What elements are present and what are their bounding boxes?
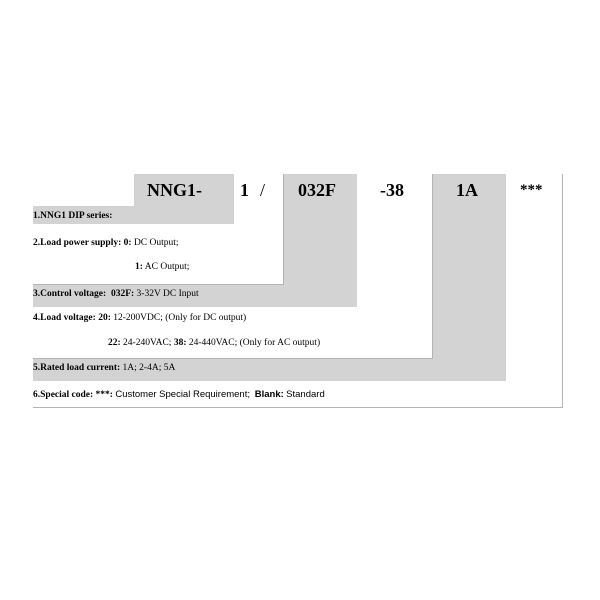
- row-1-label: 1.NNG1 DIP series:: [33, 211, 113, 221]
- header-38: -38: [380, 180, 404, 200]
- row-3-label: 3.Control voltage:: [33, 289, 107, 299]
- row-4b: [108, 337, 320, 349]
- row-4-key-22: 22:: [108, 338, 121, 348]
- row-3-value: 3-32V DC Input: [136, 289, 199, 299]
- row-2-key-0: 0:: [123, 238, 132, 248]
- row-4-value-38: 24-440VAC; (Only for AC output): [188, 338, 321, 348]
- row-4-key-20: 20:: [98, 313, 111, 323]
- row-6-key: ***:: [95, 390, 113, 400]
- header-032f: 032F: [298, 180, 336, 200]
- row-4-label: 4.Load voltage:: [33, 313, 96, 323]
- row-6-key-blank: Blank:: [254, 389, 284, 400]
- row-6-value: Customer Special Requirement;: [115, 389, 250, 400]
- row-5-label: 5.Rated load current:: [33, 363, 121, 373]
- row-2b: [135, 261, 189, 273]
- row-1: [33, 210, 112, 222]
- row-5-value: 1A; 2-4A; 5A: [122, 363, 176, 373]
- header-stars: ***: [520, 182, 543, 198]
- header-1a: 1A: [456, 180, 478, 200]
- row-5: [33, 362, 175, 374]
- row-2: [33, 237, 179, 249]
- row-4-key-38: 38:: [173, 338, 187, 348]
- row-6: [33, 389, 325, 401]
- row-2-label: 2.Load power supply:: [33, 238, 122, 248]
- row-6-value-blank: Standard: [286, 389, 325, 400]
- header-nng1: NNG1-: [147, 180, 202, 200]
- row-6-label: 6.Special code:: [33, 390, 94, 400]
- row-4-value-22: 24-240VAC;: [123, 338, 172, 348]
- row-4-value-20: 12-200VDC; (Only for DC output): [113, 313, 247, 323]
- row-2-value-0: DC Output;: [133, 238, 179, 248]
- header-slash: /: [260, 180, 266, 200]
- header-1: 1: [240, 180, 249, 200]
- row-2-value-1: AC Output;: [144, 262, 190, 272]
- row-4: [33, 312, 246, 324]
- row-2-key-1: 1:: [135, 262, 143, 272]
- row-3-key: 032F:: [110, 289, 135, 299]
- row-3: [33, 288, 199, 300]
